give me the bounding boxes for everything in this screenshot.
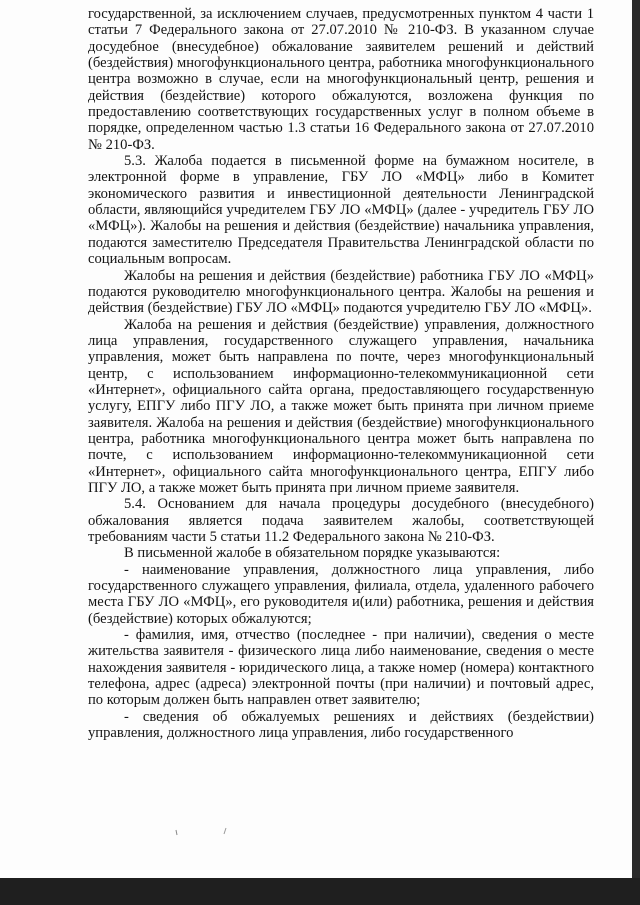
scan-border-right — [632, 0, 640, 905]
document-body — [88, 6, 594, 741]
list-item-appealed-decisions: - сведения об обжалуемых решениях и действиях (бездействии) управления, должностного лица управления, либо государственного — [88, 708, 594, 742]
list-item-applicant-details: - фамилия, имя, отчество (последнее - при наличии), сведения о месте жительства заявителя - физического лица либо наименование, сведения о месте нахождения заявителя - юридического лица, а также номер (номера) контактного телефона, адрес (адреса) электронной почты (при наличии) и почтовый адрес, по которым должен быть направлен ответ заявителю; — [88, 627, 594, 709]
list-item-authority-name: - наименование управления, должностного лица управления, либо государственного служащего управления, филиала, отдела, удаленного рабочего места ГБУ ЛО «МФЦ», его руководителя и(или) работника, решения и действия (бездействие) которых обжалуются; — [88, 561, 594, 627]
scan-border-bottom — [0, 878, 640, 905]
paragraph-continuation: государственной, за исключением случаев, предусмотренных пунктом 4 части 1 статьи 7 Федерального закона от 27.07.2010 № 210-ФЗ. В указанном случае досудебное (внесудебное) обжалование заявителем решений и действий (бездействия) многофункционального центра, работника многофункционального центра возможно в случае, если на многофункциональный центр, решения и действия (бездействие) которого обжалуются, возложена функция по предоставлению соответствующих государственных услуг в полном объеме в порядке, определенном частью 1.3 статьи 16 Федерального закона от 27.07.2010 № 210-ФЗ. — [88, 6, 594, 153]
paragraph-complaint-channels: Жалоба на решения и действия (бездействие) управления, должностного лица управления, государственного служащего управления, начальника управления, может быть направлена по почте, через многофункциональный центр, с использованием информационно-телекоммуникационной сети «Интернет», официального сайта органа, предоставляющего государственную услугу, ЕПГУ либо ПГУ ЛО, а также может быть принята при личном приеме заявителя. Жалоба на решения и действия (бездействие) многофункционального центра, работника многофункционального центра может быть направлена по почте, с использованием информационно-телекоммуникационной сети «Интернет», официального сайта многофункционального центра, ЕПГУ либо ПГУ ЛО, а также может быть принята при личном приеме заявителя. — [88, 316, 594, 496]
paragraph-5-4: 5.4. Основанием для начала процедуры досудебного (внесудебного) обжалования является подача заявителем жалобы, соответствующей требованиям части 5 статьи 11.2 Федерального закона № 210-ФЗ. — [88, 496, 594, 545]
scan-noise-specks — [170, 826, 240, 840]
paragraph-mfc-complaints: Жалобы на решения и действия (бездействие) работника ГБУ ЛО «МФЦ» подаются руководителю многофункционального центра. Жалобы на решения и действия (бездействие) ГБУ ЛО «МФЦ» подаются учредителю ГБУ ЛО «МФЦ». — [88, 267, 594, 317]
paragraph-required-items-intro: В письменной жалобе в обязательном порядке указываются: — [124, 545, 501, 562]
paragraph-5-3: 5.3. Жалоба подается в письменной форме на бумажном носителе, в электронной форме в управление, ГБУ ЛО «МФЦ» либо в Комитет экономического развития и инвестиционной деятельности Ленинградской области, являющийся учредителем ГБУ ЛО «МФЦ» (далее - учредитель ГБУ ЛО «МФЦ»). Жалобы на решения и действия (бездействие) начальника управления, подаются заместителю Председателя Правительства Ленинградской области по социальным вопросам. — [88, 153, 594, 268]
